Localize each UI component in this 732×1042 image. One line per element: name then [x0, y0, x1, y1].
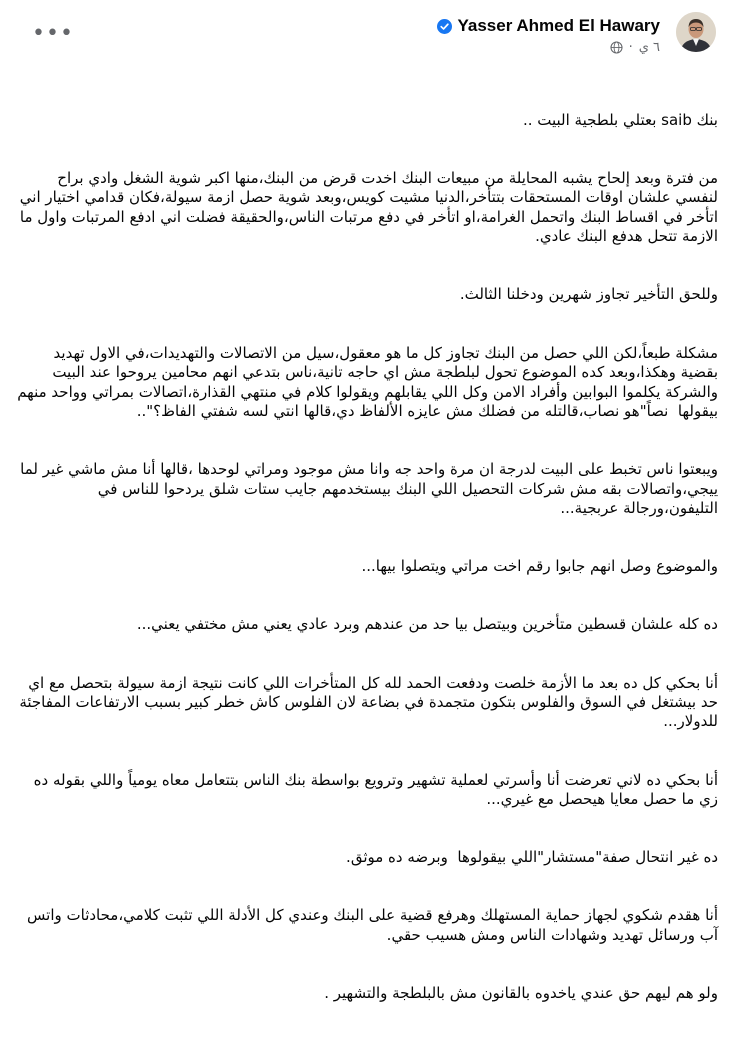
author-name[interactable]: Yasser Ahmed El Hawary	[457, 16, 660, 35]
post-paragraph: وللحق التأخير تجاوز شهرين ودخلنا الثالث.	[459, 285, 718, 304]
author-line	[437, 16, 660, 36]
post-timestamp[interactable]: ٦ ي	[638, 40, 660, 55]
post-body	[14, 72, 718, 1042]
post-paragraph: أنا بحكي كل ده بعد ما الأزمة خلصت ودفعت الحمد لله كل المتأخرات اللي كانت نتيجة ازمة سيولة بتحصل مع اي حد بيشتغل في السوق والفلوس بتكون متجمدة في بضاعة لان الفلوس كاش خطر كبير بسبب الارتفاعات المفاجئة للدولار...	[14, 673, 718, 731]
post-paragraph: ده غير انتحال صفة"مستشار"اللي بيقولوها وبرضه ده موثق.	[346, 848, 718, 867]
post-paragraph: ده كله علشان قسطين متأخرين وبيتصل بيا حد من عندهم وبرد عادي يعني مش مختفي يعني...	[136, 615, 718, 634]
post-header	[14, 10, 718, 66]
avatar-image	[676, 12, 716, 52]
globe-icon[interactable]	[610, 41, 623, 54]
post-paragraph: ولو هم ليهم حق عندي ياخدوه بالقانون مش بالبلطجة والتشهير .	[324, 984, 718, 1003]
post-paragraph: والموضوع وصل انهم جابوا رقم اخت مراتي ويتصلوا بيها...	[361, 557, 718, 576]
post-meta	[437, 40, 660, 55]
post-paragraph: أنا هقدم شكوي لجهاز حماية المستهلك وهرفع قضية على البنك وعندي كل الأدلة اللي تثبت كلامي،محادثات واتس آب ورسائل تهديد وشهادات الناس ومش هسيب حقي.	[22, 906, 718, 944]
more-options-icon[interactable]: •••	[32, 21, 74, 46]
meta-separator: ·	[628, 40, 633, 55]
verified-badge-icon	[437, 19, 452, 34]
post-paragraph: بنك saib بعتلي بلطجية البيت ..	[522, 110, 718, 129]
post-paragraph: ويبعتوا ناس تخبط على البيت لدرجة ان مرة واحد جه وانا مش موجود ومراتي لوحدها ،قالها أنا مش ماشي غير لما ييجي،واتصالات بقه مش شركات التحصيل اللي البنك بيستخدمهم جايب ستات شلق يردحوا للناس في التليفون،ورجالة عربجية...	[15, 460, 718, 517]
post-paragraph: من فترة وبعد إلحاح يشبه المحايلة من مبيعات البنك اخدت قرض من البنك،منها اكبر شوية الشغل وادي براح لنفسي علشان اوقات المستحقات بتتأخر،الدنيا مشيت كويس،وبعد شوية حصل ازمة سيولة،فكان قدامي اختيار اني اتأخر في اقساط البنك واتحمل الغرامة،او اتأخر في دفع مرتبات الناس،والحقيقة فضلت اني ادفع المرتبات واول ما الازمة تتحل هدفع البنك عادي.	[15, 169, 718, 246]
avatar[interactable]	[676, 12, 716, 52]
author-block	[437, 16, 660, 55]
post-paragraph: أنا بحكي ده لاني تعرضت أنا وأسرتي لعملية تشهير وترويع بواسطة بنك الناس بتتعامل معاه يومياً واللي بقوله ده زي ما حصل معايا هيحصل مع غيري...	[28, 770, 718, 809]
post-paragraph: مشكلة طبعاً،لكن اللي حصل من البنك تجاوز كل ما هو معقول،سيل من الاتصالات والتهديدات،في الاول تهديد بقضية وهكذا،وبعد كده الموضوع تحول لبلطجة مش اي حاجه تانية،ناس بتدعي انهم محامين يروحوا عند البيت والشركة يكلموا البوابين وأفراد الامن وكل اللي يقابلهم ويقولوا كلام في منتهي القذارة،اتصالات بمراتي وواحد منهم بيقولها نصاً"هو نصاب،قالتله من فضلك مش عايزه الألفاظ دي،قالها انتي لسه شفتي الفاظ؟"..	[12, 343, 718, 420]
